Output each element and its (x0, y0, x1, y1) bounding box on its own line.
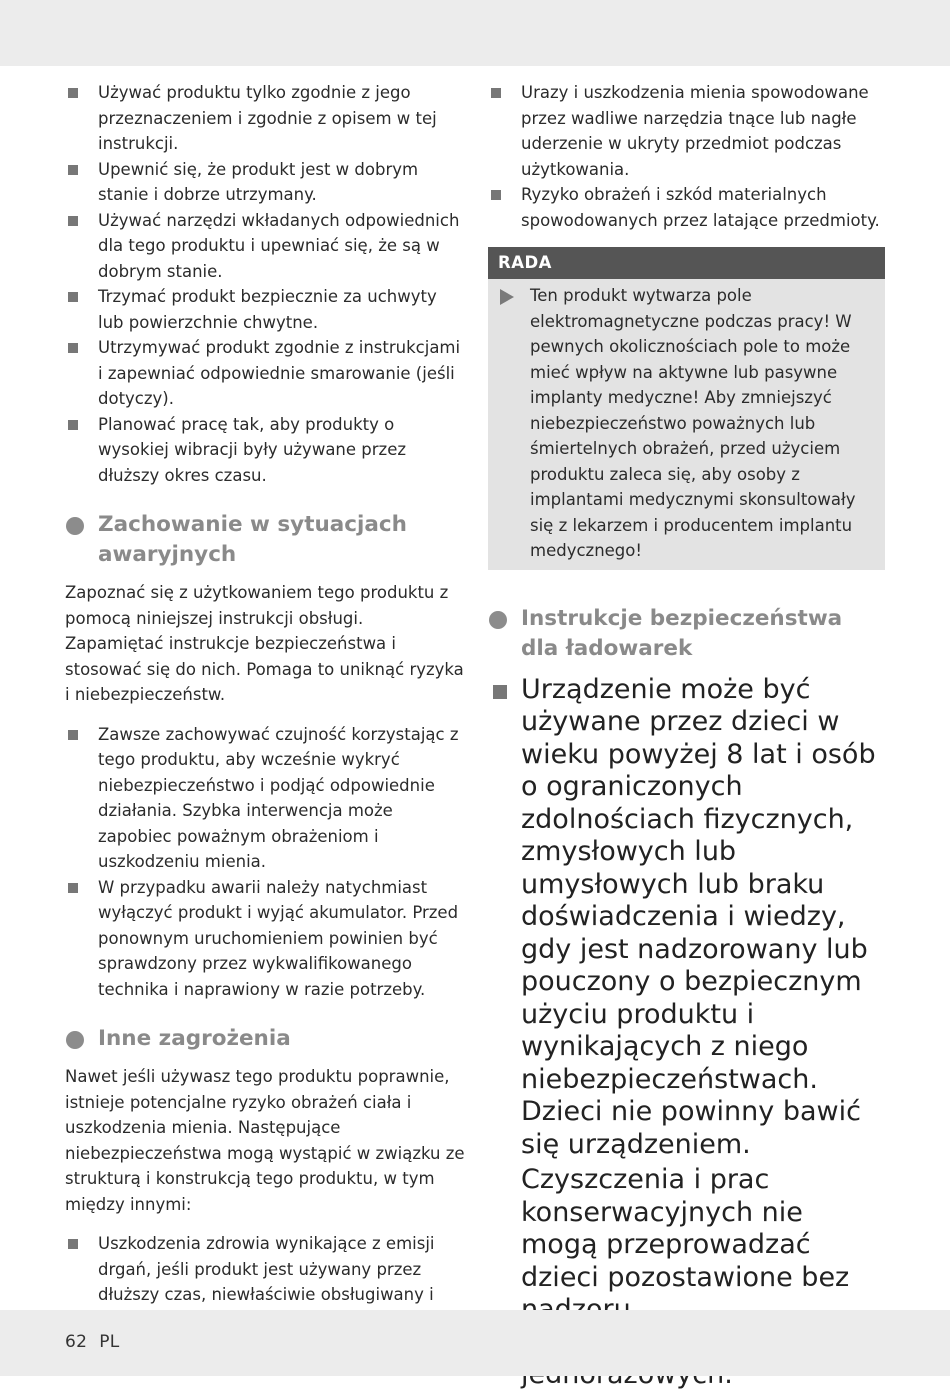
page-footer (65, 1332, 120, 1352)
list-item: W przypadku awarii należy natychmiast wyłączyć produkt i wyjąć akumulator. Przed ponownym uruchomieniem powinien być sprawdzony przez wykwalifikowanego technika i naprawiony w razie potrzeby. (65, 875, 465, 1003)
square-bullet-icon (68, 343, 78, 353)
list-item: Używać narzędzi wkładanych odpowiednich dla tego produktu i upewniać się, że są w dobrym stanie. (65, 208, 465, 285)
list-item: Używać produktu tylko zgodnie z jego przeznaczeniem i zgodnie z opisem w tej instrukcji. (65, 80, 465, 157)
page-number: 62 (65, 1332, 88, 1352)
list-item: Zawsze zachowywać czujność korzystając z tego produktu, aby wcześnie wykryć niebezpieczeństwo i podjąć odpowiednie działania. Szybka interwencja może zapobiec poważnym obrażeniom i uszkodzeniu mienia. (65, 722, 465, 875)
circle-bullet-icon (489, 611, 507, 629)
square-bullet-icon (493, 685, 507, 699)
section-heading-emergency: Zachowanie w sytuacjach awaryjnych (65, 510, 465, 570)
list-item: Urządzenie może być używane przez dzieci w wieku powyżej 8 lat i osób o ograniczonych zdolnościach fizycznych, zmysłowych lub umysłowych lub braku doświadczenia i wiedzy, gdy jest nadzorowany lub pouczony o bezpiecznym użyciu produktu i wynikających z niego niebezpieczeństwach. Dzieci nie powinny bawić się urządzeniem. Czyszczenia i prac konserwacyjnych nie mogą przeprowadzać dzieci pozostawione bez (488, 674, 885, 1327)
left-column (65, 80, 465, 1333)
section-intro: Nawet jeśli używasz tego produktu poprawnie, istnieje potencjalne ryzyko obrażeń ciała i uszkodzenia mienia. Następujące niebezpieczeństwa mogą wystąpić w związku ze strukturą i konstrukcją tego produktu, w tym między innymi: (65, 1067, 465, 1214)
hazards-continued-list (488, 80, 885, 233)
list-item: Ryzyko obrażeń i szkód materialnych spowodowanych przez latające przedmioty. (488, 182, 885, 233)
list-item: Urazy i uszkodzenia mienia spowodowane przez wadliwe narzędzia tnące lub nagłe uderzenie w ukryty przedmiot podczas użytkowania. (488, 80, 885, 182)
square-bullet-icon (491, 88, 501, 98)
square-bullet-icon (68, 1239, 78, 1249)
circle-bullet-icon (66, 517, 84, 535)
tip-box-title: RADA (488, 247, 885, 279)
language-code: PL (99, 1332, 120, 1352)
circle-bullet-icon (66, 1031, 84, 1049)
header-band (0, 0, 950, 66)
square-bullet-icon (68, 730, 78, 740)
section-intro: Zapoznać się z użytkowaniem tego produktu z pomocą niniejszej instrukcji obsługi. Zapamiętać instrukcje bezpieczeństwa i stosować się do nich. Pomaga to uniknąć ryzyka i niebezpieczeństw. (65, 583, 464, 704)
tip-box (488, 247, 885, 570)
emergency-bullet-list (65, 722, 465, 1003)
list-item: Upewnić się, że produkt jest w dobrym stanie i dobrze utrzymany. (65, 157, 465, 208)
list-item: Trzymać produkt bezpiecznie za uchwyty lub powierzchnie chwytne. (65, 284, 465, 335)
square-bullet-icon (68, 216, 78, 226)
section-heading-other-hazards: Inne zagrożenia (65, 1024, 465, 1054)
square-bullet-icon (68, 165, 78, 175)
charger-bullet-list (488, 674, 885, 1392)
square-bullet-icon (68, 88, 78, 98)
square-bullet-icon (68, 292, 78, 302)
safety-bullet-list (65, 80, 465, 488)
tip-box-body: Ten produkt wytwarza pole elektromagnetyczne podczas pracy! W pewnych okolicznościach pole to może mieć wpływ na aktywne lub pasywne implanty medyczne! Aby zmniejszyć niebezpieczeństwo poważnych lub śmiertelnych obrażeń, przed użyciem produktu zaleca się, aby osoby z implantami medycznymi skonsultowały się z lekarzem i producentem implantu medycznego! (488, 279, 885, 564)
triangle-arrow-icon (500, 289, 514, 305)
list-item: Planować pracę tak, aby produkty o wysokiej wibracji były używane przez dłuższy okres czasu. (65, 412, 465, 489)
square-bullet-icon (491, 190, 501, 200)
list-item: Utrzymywać produkt zgodnie z instrukcjami i zapewniać odpowiednie smarowanie (jeśli dotyczy). (65, 335, 465, 412)
section-heading-charger-safety: Instrukcje bezpieczeństwa dla ładowarek (488, 604, 885, 664)
square-bullet-icon (68, 420, 78, 430)
footer-band (0, 1310, 950, 1376)
list-item: Uszkodzenia zdrowia wynikające z emisji drgań, jeśli produkt jest używany przez dłuższy czas, niewłaściwie obsługiwany i (65, 1231, 465, 1333)
right-column (488, 80, 885, 1392)
square-bullet-icon (68, 883, 78, 893)
